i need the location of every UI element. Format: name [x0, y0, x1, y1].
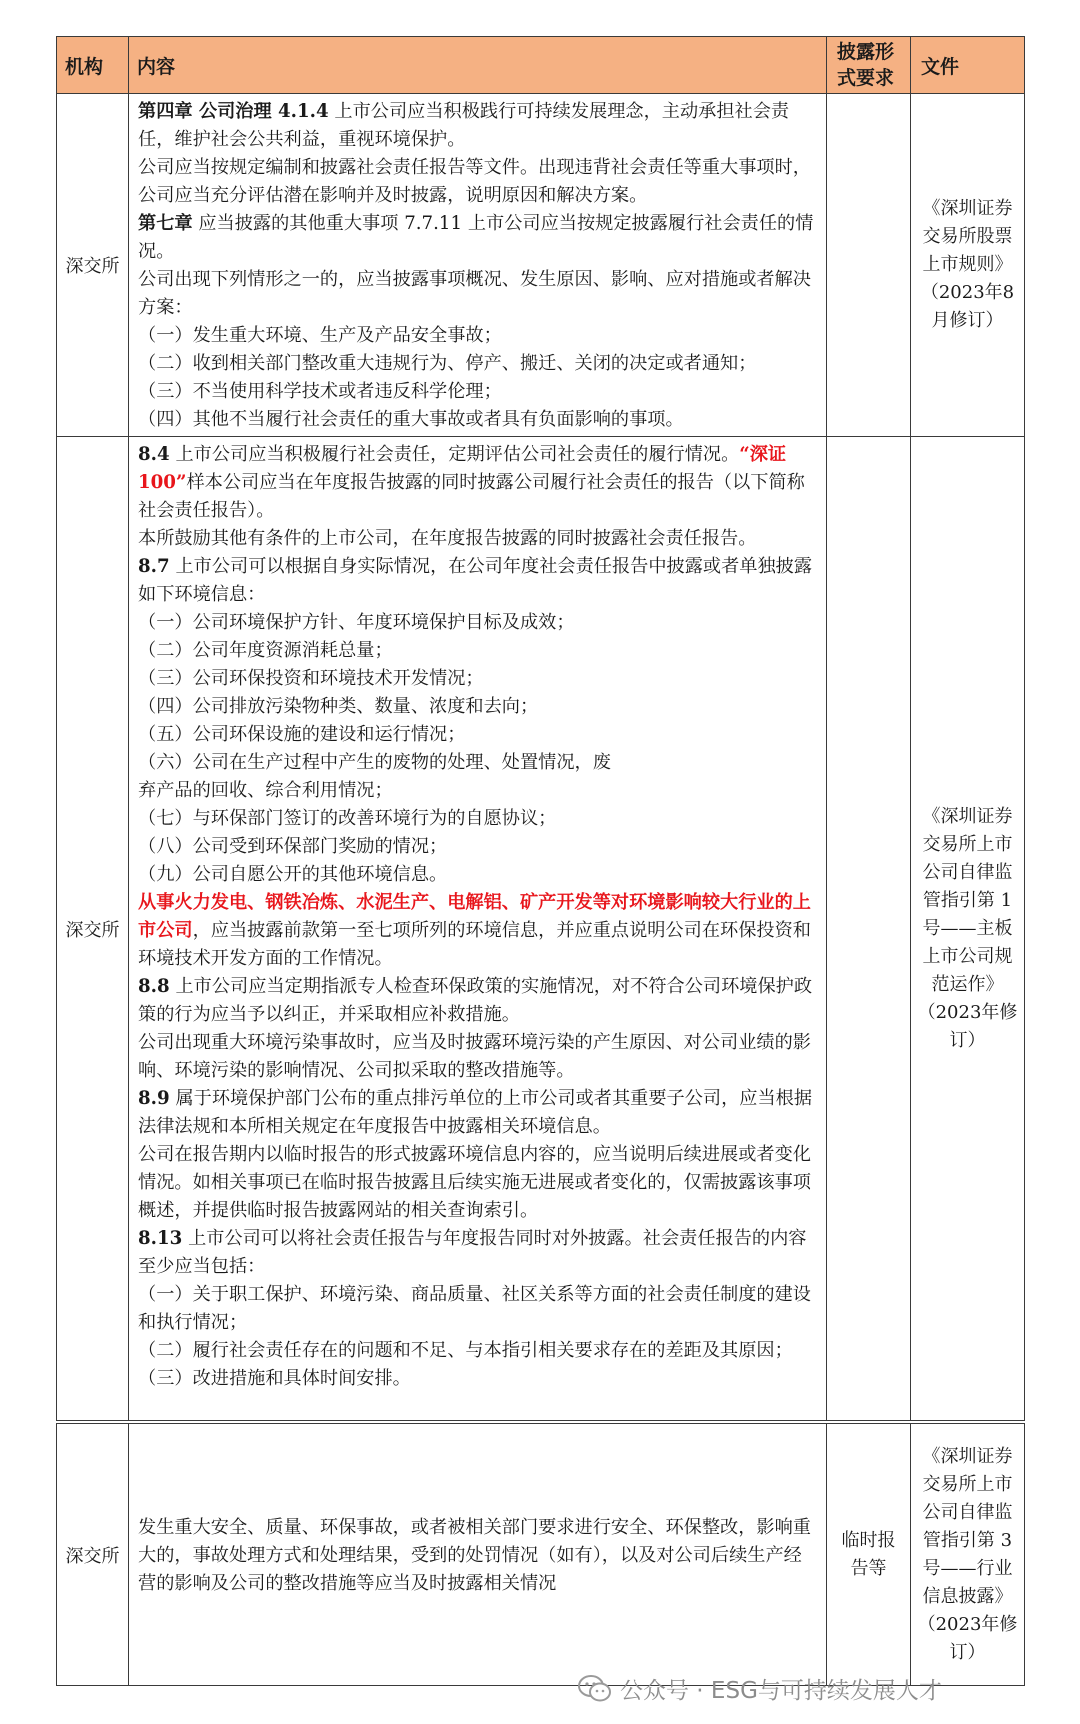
row-lines [138, 1514, 818, 1598]
row-requirement [827, 94, 911, 437]
row-content [129, 94, 827, 437]
paragraph-text: 上市公司应当定期指派专人检查环保政策的实施情况，对不符合公司环境保护政策的行为应当予以纠正，并采取相应补救措施。 [138, 976, 813, 1025]
paragraph-text: 公司在报告期内以临时报告的形式披露环境信息内容的，应当说明后续进展或者变化情况。如相关事项已在临时报告披露且后续实施无进展或者变化的，仅需披露该事项概述，并提供临时报告披露网站的相关查询索引。 [138, 1144, 811, 1221]
highlight-text: 从事火力发电、钢铁冶炼、水泥生产、电解铝、矿产开发等对环境影响较大行业的上市公司 [138, 892, 811, 941]
header-content: 内容 [129, 37, 827, 94]
content-paragraph [138, 861, 818, 889]
content-paragraph [138, 1365, 818, 1393]
content-paragraph [138, 973, 818, 1029]
row-lines [138, 98, 818, 434]
paragraph-text: （四）公司排放污染物种类、数量、浓度和去向； [138, 696, 539, 717]
content-paragraph [138, 441, 818, 525]
disclosure-table-upper [56, 36, 1025, 1421]
paragraph-text: 上市公司应当积极践行可持续发展理念，主动承担社会责任，维护社会公共利益，重视环境保护。 [138, 101, 790, 150]
row-lines [138, 441, 818, 1393]
content-paragraph [138, 1029, 818, 1085]
paragraph-text: （七）与环保部门签订的改善环境行为的自愿协议； [138, 808, 557, 829]
wechat-icon [578, 1675, 612, 1703]
content-paragraph [138, 1281, 818, 1337]
paragraph-text: （六）公司在生产过程中产生的废物的处理、处置情况，废 [138, 752, 611, 773]
paragraph-text: （一）公司环境保护方针、年度环境保护目标及成效； [138, 612, 575, 633]
watermark [578, 1672, 942, 1705]
row-document: 《深圳证券交易所股票上市规则》（2023年8月修订） [911, 94, 1025, 437]
content-paragraph [138, 805, 818, 833]
paragraph-text: （四）其他不当履行社会责任的重大事故或者具有负面影响的事项。 [138, 409, 684, 430]
paragraph-text: 上市公司可以根据自身实际情况，在公司年度社会责任报告中披露或者单独披露如下环境信息： [138, 556, 813, 605]
content-paragraph [138, 721, 818, 749]
watermark-text: 公众号 · ESG与可持续发展人才 [620, 1678, 942, 1704]
clause-heading: 8.8 [138, 976, 170, 997]
row-document: 《深圳证券交易所上市公司自律监管指引第 3号——行业信息披露》（2023年修订） [911, 1424, 1025, 1686]
paragraph-text: 样本公司应当在年度报告披露的同时披露公司履行社会责任的报告（以下简称社会责任报告）。 [138, 472, 805, 521]
highlight-text: “深证 100” [138, 444, 787, 493]
table-row [57, 1424, 1025, 1686]
paragraph-text: 应当披露的其他重大事项 7.7.11 上市公司应当按规定披露履行社会责任的情况。 [138, 213, 814, 262]
paragraph-text: （九）公司自愿公开的其他环境信息。 [138, 864, 448, 885]
clause-heading: 8.4 [138, 444, 170, 465]
header-requirement: 披露形式要求 [827, 37, 911, 94]
paragraph-text: 弃产品的回收、综合利用情况； [138, 780, 393, 801]
paragraph-text: （八）公司受到环保部门奖励的情况； [138, 836, 448, 857]
content-paragraph [138, 749, 818, 777]
row-document: 《深圳证券交易所上市公司自律监管指引第 1号——主板上市公司规范运作》（2023年修订） [911, 437, 1025, 1421]
paragraph-text: （二）公司年度资源消耗总量； [138, 640, 393, 661]
content-paragraph [138, 322, 818, 350]
header-row [57, 37, 1025, 94]
content-paragraph [138, 98, 818, 154]
disclosure-table-lower [56, 1423, 1025, 1686]
content-paragraph [138, 210, 818, 266]
clause-heading: 第七章 [138, 213, 193, 234]
paragraph-text: 属于环境保护部门公布的重点排污单位的上市公司或者其重要子公司，应当根据法律法规和本所相关规定在年度报告中披露相关环境信息。 [138, 1088, 813, 1137]
table-row [57, 437, 1025, 1421]
row-content [129, 1424, 827, 1686]
content-paragraph [138, 1085, 818, 1141]
clause-heading: 第四章 公司治理 4.1.4 [138, 101, 329, 122]
content-paragraph [138, 665, 818, 693]
content-paragraph [138, 350, 818, 378]
content-paragraph [138, 1225, 818, 1281]
paragraph-text: （三）改进措施和具体时间安排。 [138, 1368, 411, 1389]
paragraph-text: （三）公司环保投资和环境技术开发情况； [138, 668, 484, 689]
paragraph-text: （二）履行社会责任存在的问题和不足、与本指引相关要求存在的差距及其原因； [138, 1340, 793, 1361]
content-paragraph [138, 154, 818, 210]
paragraph-text: 上市公司应当积极履行社会责任，定期评估公司社会责任的履行情况。 [169, 444, 740, 465]
row-requirement: 临时报告等 [827, 1424, 911, 1686]
row-requirement [827, 437, 911, 1421]
paragraph-text: 公司应当按规定编制和披露社会责任报告等文件。出现违背社会责任等重大事项时，公司应当充分评估潜在影响并及时披露，说明原因和解决方案。 [138, 157, 811, 206]
paragraph-text: （一）发生重大环境、生产及产品安全事故； [138, 325, 502, 346]
content-paragraph [138, 833, 818, 861]
content-paragraph [138, 777, 818, 805]
paragraph-text: （一）关于职工保护、环境污染、商品质量、社区关系等方面的社会责任制度的建设和执行情况； [138, 1284, 811, 1333]
row-org: 深交所 [57, 1424, 129, 1686]
paragraph-text: 上市公司可以将社会责任报告与年度报告同时对外披露。社会责任报告的内容至少应当包括： [138, 1228, 807, 1277]
paragraph-text: （二）收到相关部门整改重大违规行为、停产、搬迁、关闭的决定或者通知； [138, 353, 757, 374]
content-paragraph [138, 406, 818, 434]
paragraph-text: ，应当披露前款第一至七项所列的环境信息，并应重点说明公司在环保投资和环境技术开发方面的工作情况。 [138, 920, 811, 969]
header-document: 文件 [911, 37, 1025, 94]
row-org: 深交所 [57, 94, 129, 437]
clause-heading: 8.7 [138, 556, 170, 577]
content-paragraph [138, 1514, 818, 1598]
clause-heading: 8.9 [138, 1088, 170, 1109]
paragraph-text: 发生重大安全、质量、环保事故，或者被相关部门要求进行安全、环保整改，影响重大的，事故处理方式和处理结果，受到的处罚情况（如有），以及对公司后续生产经营的影响及公司的整改措施等应当及时披露相关情况 [138, 1516, 811, 1594]
clause-heading: 8.13 [138, 1228, 183, 1249]
content-paragraph [138, 553, 818, 609]
paragraph-text: 公司出现重大环境污染事故时，应当及时披露环境污染的产生原因、对公司业绩的影响、环境污染的影响情况、公司拟采取的整改措施等。 [138, 1032, 811, 1081]
content-paragraph [138, 1337, 818, 1365]
content-paragraph [138, 693, 818, 721]
content-paragraph [138, 266, 818, 322]
paragraph-text: （三）不当使用科学技术或者违反科学伦理； [138, 381, 502, 402]
paragraph-text: 公司出现下列情形之一的，应当披露事项概况、发生原因、影响、应对措施或者解决方案： [138, 269, 811, 318]
content-paragraph [138, 1141, 818, 1225]
content-paragraph [138, 637, 818, 665]
content-paragraph [138, 525, 818, 553]
table-row [57, 94, 1025, 437]
header-org: 机构 [57, 37, 129, 94]
paragraph-text: 本所鼓励其他有条件的上市公司，在年度报告披露的同时披露社会责任报告。 [138, 528, 757, 549]
content-paragraph [138, 609, 818, 637]
paragraph-text: （五）公司环保设施的建设和运行情况； [138, 724, 466, 745]
row-content [129, 437, 827, 1421]
content-paragraph [138, 378, 818, 406]
content-paragraph [138, 889, 818, 973]
row-org: 深交所 [57, 437, 129, 1421]
